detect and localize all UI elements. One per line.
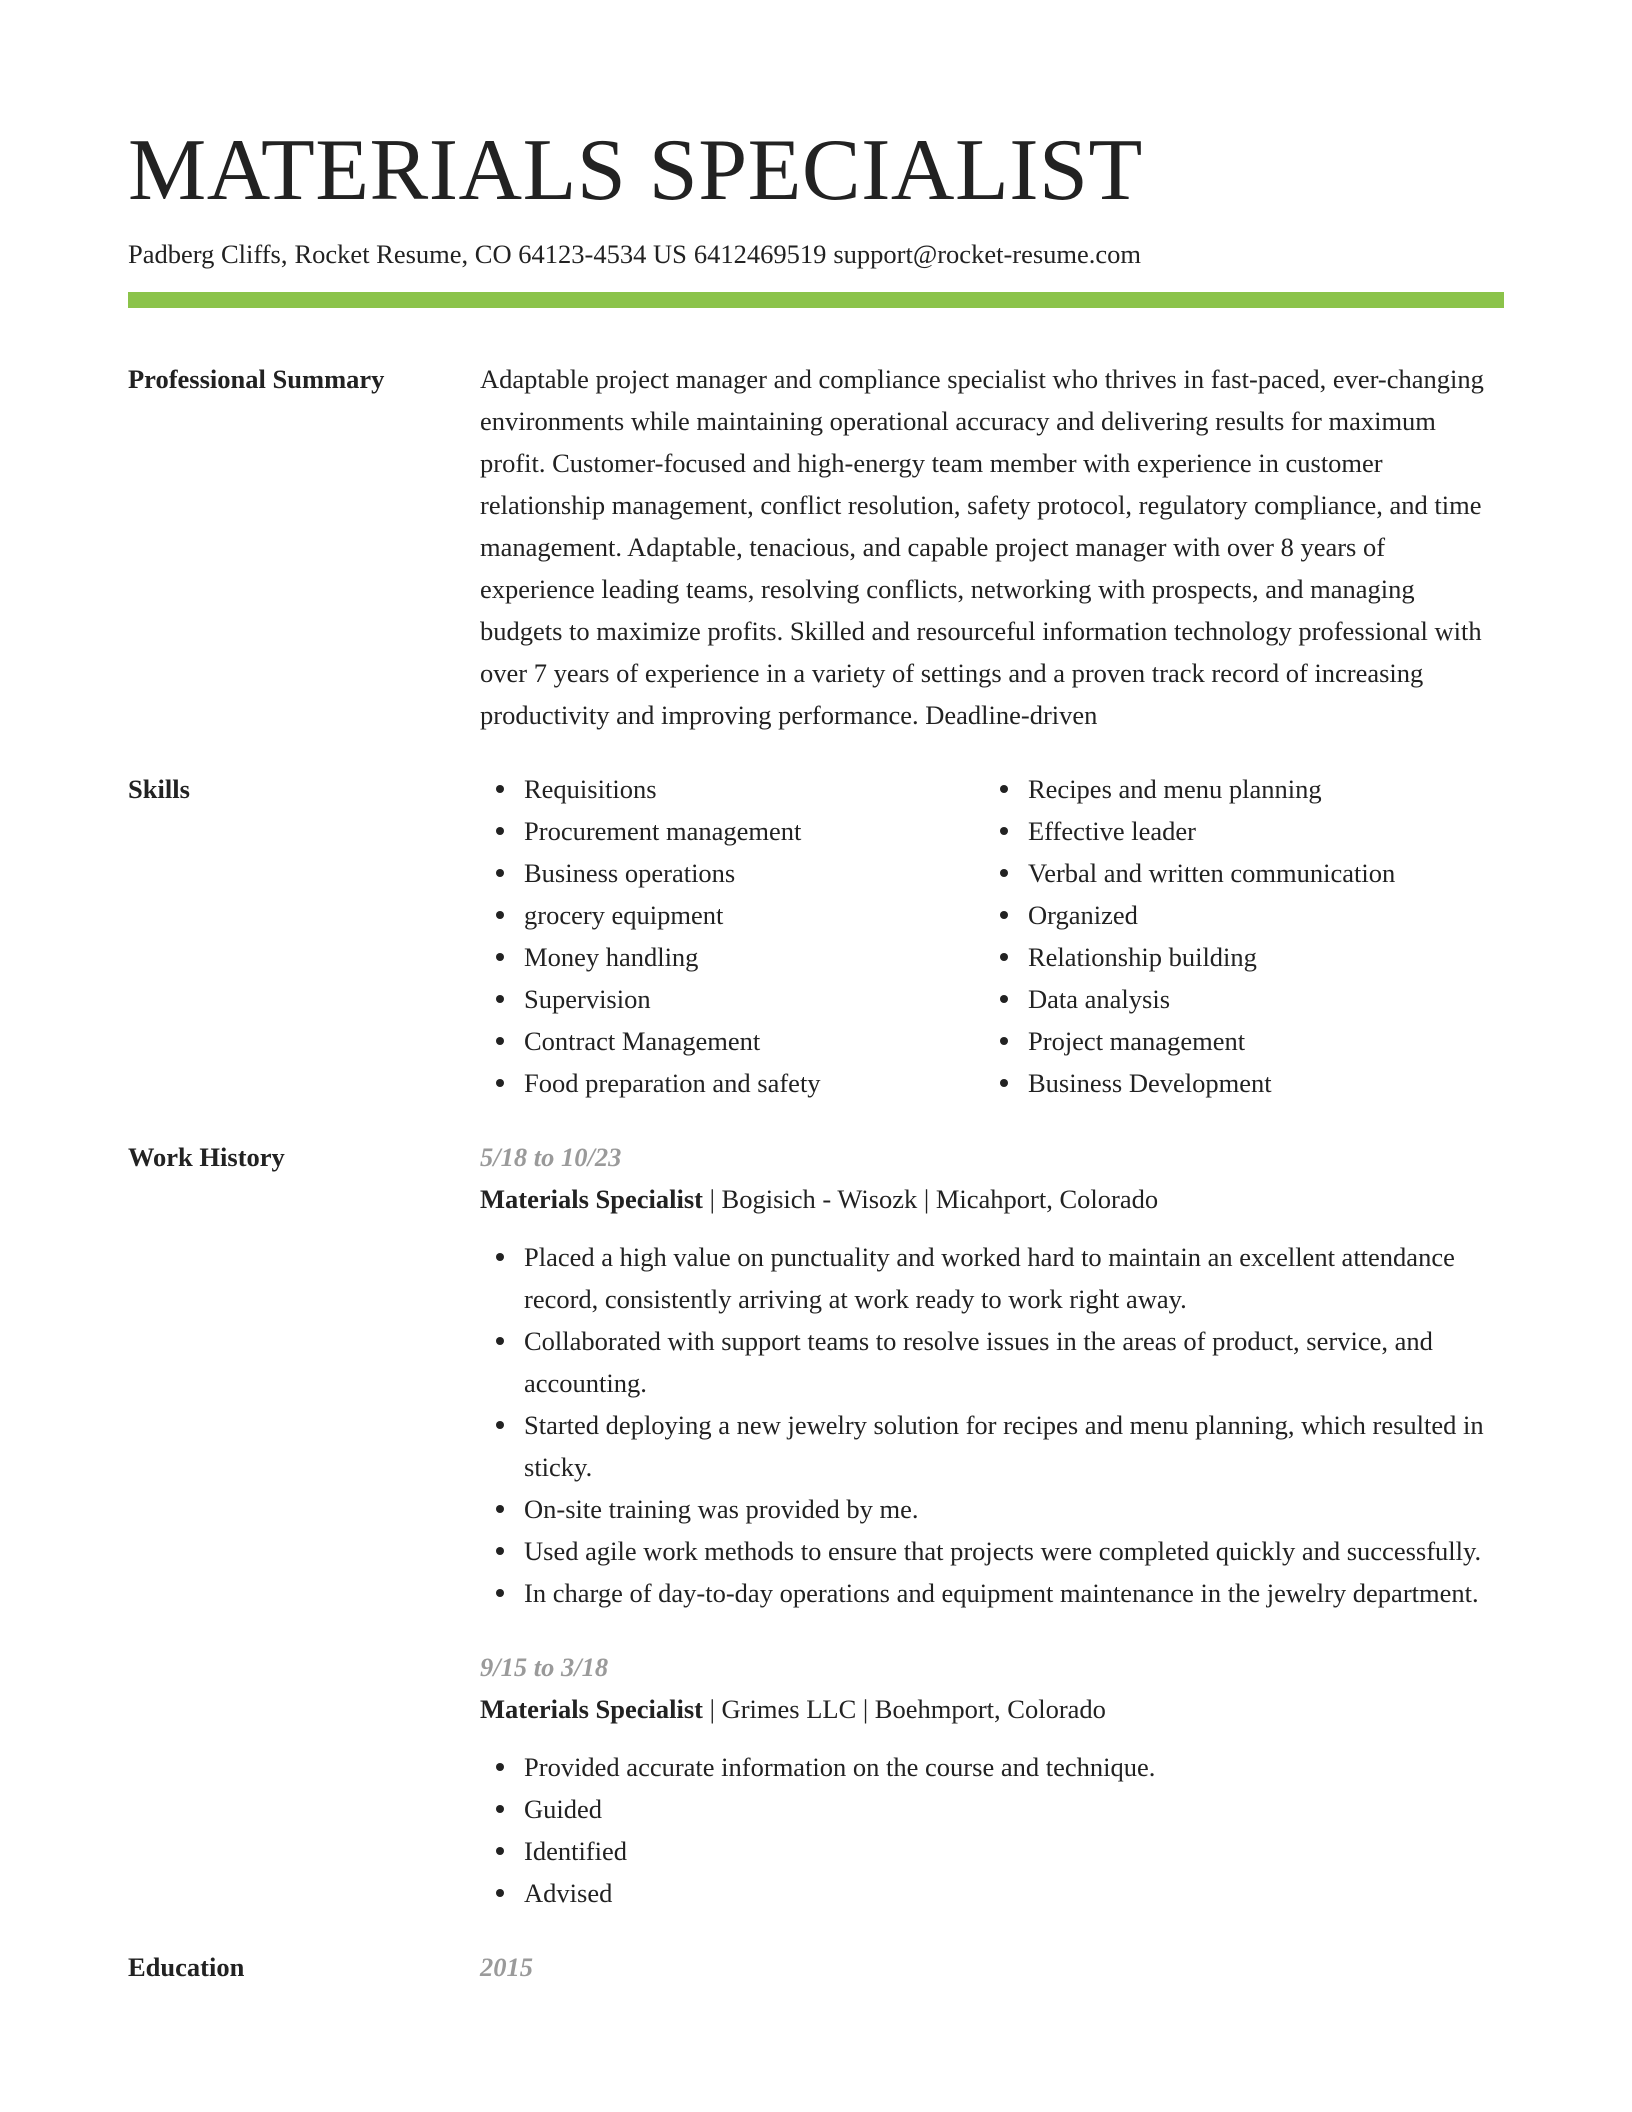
job-heading bbox=[480, 1688, 1504, 1730]
skills-body bbox=[480, 768, 1504, 1104]
skill-item: Verbal and written communication bbox=[1028, 852, 1488, 894]
job-bullet: Advised bbox=[524, 1872, 1504, 1914]
skill-item: grocery equipment bbox=[524, 894, 984, 936]
job-bullet: Guided bbox=[524, 1788, 1504, 1830]
job-entry bbox=[480, 1646, 1504, 1914]
skill-item: Effective leader bbox=[1028, 810, 1488, 852]
education-date: 2015 bbox=[480, 1952, 533, 1982]
job-dates: 9/15 to 3/18 bbox=[480, 1652, 609, 1682]
skill-item: Requisitions bbox=[524, 768, 984, 810]
job-heading bbox=[480, 1178, 1504, 1220]
job-bullet: In charge of day-to-day operations and equipment maintenance in the jewelry department. bbox=[524, 1572, 1504, 1614]
job-bullet: Collaborated with support teams to resolve issues in the areas of product, service, and accounting. bbox=[524, 1320, 1504, 1404]
section-label-summary: Professional Summary bbox=[128, 364, 385, 394]
skill-item: Procurement management bbox=[524, 810, 984, 852]
contact-line bbox=[128, 236, 1504, 272]
skill-item: Food preparation and safety bbox=[524, 1062, 984, 1104]
job-entry bbox=[480, 1136, 1504, 1614]
skill-item: Recipes and menu planning bbox=[1028, 768, 1488, 810]
skills-section bbox=[128, 768, 1504, 1104]
skills-list-left bbox=[480, 768, 984, 1104]
work-history-section bbox=[128, 1136, 1504, 1914]
skill-item: Relationship building bbox=[1028, 936, 1488, 978]
skill-item: Project management bbox=[1028, 1020, 1488, 1062]
skill-item: Organized bbox=[1028, 894, 1488, 936]
job-bullet: Provided accurate information on the course and technique. bbox=[524, 1746, 1504, 1788]
job-bullet: Used agile work methods to ensure that projects were completed quickly and successfully. bbox=[524, 1530, 1504, 1572]
job-bullet: Placed a high value on punctuality and worked hard to maintain an excellent attendance record, consistently arriving at work ready to work right away. bbox=[524, 1236, 1504, 1320]
skill-item: Contract Management bbox=[524, 1020, 984, 1062]
skill-item: Business Development bbox=[1028, 1062, 1488, 1104]
job-dates: 5/18 to 10/23 bbox=[480, 1142, 622, 1172]
header-divider bbox=[128, 292, 1504, 308]
skill-item: Money handling bbox=[524, 936, 984, 978]
skills-columns bbox=[480, 768, 1504, 1104]
job-bullets bbox=[480, 1746, 1504, 1914]
education-body bbox=[480, 1946, 1504, 1988]
job-bullets bbox=[480, 1236, 1504, 1614]
section-label-work-history: Work History bbox=[128, 1142, 285, 1172]
work-history-body bbox=[480, 1136, 1504, 1914]
skill-item: Business operations bbox=[524, 852, 984, 894]
job-details: | Grimes LLC | Boehmport, Colorado bbox=[703, 1694, 1106, 1724]
skill-item: Supervision bbox=[524, 978, 984, 1020]
job-bullet: On-site training was provided by me. bbox=[524, 1488, 1504, 1530]
job-details: | Bogisich - Wisozk | Micahport, Colorado bbox=[703, 1184, 1159, 1214]
job-title: Materials Specialist bbox=[480, 1694, 703, 1724]
skills-list-right bbox=[984, 768, 1488, 1104]
contact-street: Padberg Cliffs, bbox=[128, 239, 288, 269]
job-title: Materials Specialist bbox=[480, 1184, 703, 1214]
section-label-education: Education bbox=[128, 1952, 245, 1982]
job-bullet: Started deploying a new jewelry solution for recipes and menu planning, which resulted in sticky. bbox=[524, 1404, 1504, 1488]
summary-body bbox=[480, 358, 1504, 736]
resume-page bbox=[128, 0, 1504, 1988]
job-bullet: Identified bbox=[524, 1830, 1504, 1872]
contact-phone: 6412469519 bbox=[693, 239, 827, 269]
section-label-skills: Skills bbox=[128, 774, 190, 804]
summary-section bbox=[128, 358, 1504, 736]
skill-item: Data analysis bbox=[1028, 978, 1488, 1020]
summary-text: Adaptable project manager and compliance specialist who thrives in fast-paced, ever-changing environments while maintaining operational accuracy and delivering results for maximum profit. Customer-focused and high-energy team member with experience in customer relationship management, conflict resolution, safety protocol, regulatory compliance, and time management. Adaptable, tenacious, and capable project manager with over 8 years of experience leading teams, resolving conflicts, networking with prospects, and managing budgets to maximize profits. Skilled and resourceful information technology professional with over 7 years of experience in a variety of settings and a proven track record of increasing productivity and improving performance. Deadline-driven bbox=[480, 364, 1484, 730]
contact-city: Rocket Resume, CO 64123-4534 US bbox=[294, 239, 687, 269]
education-section bbox=[128, 1946, 1504, 1988]
resume-title: MATERIALS SPECIALIST bbox=[128, 122, 1143, 219]
contact-email: support@rocket-resume.com bbox=[833, 239, 1142, 269]
